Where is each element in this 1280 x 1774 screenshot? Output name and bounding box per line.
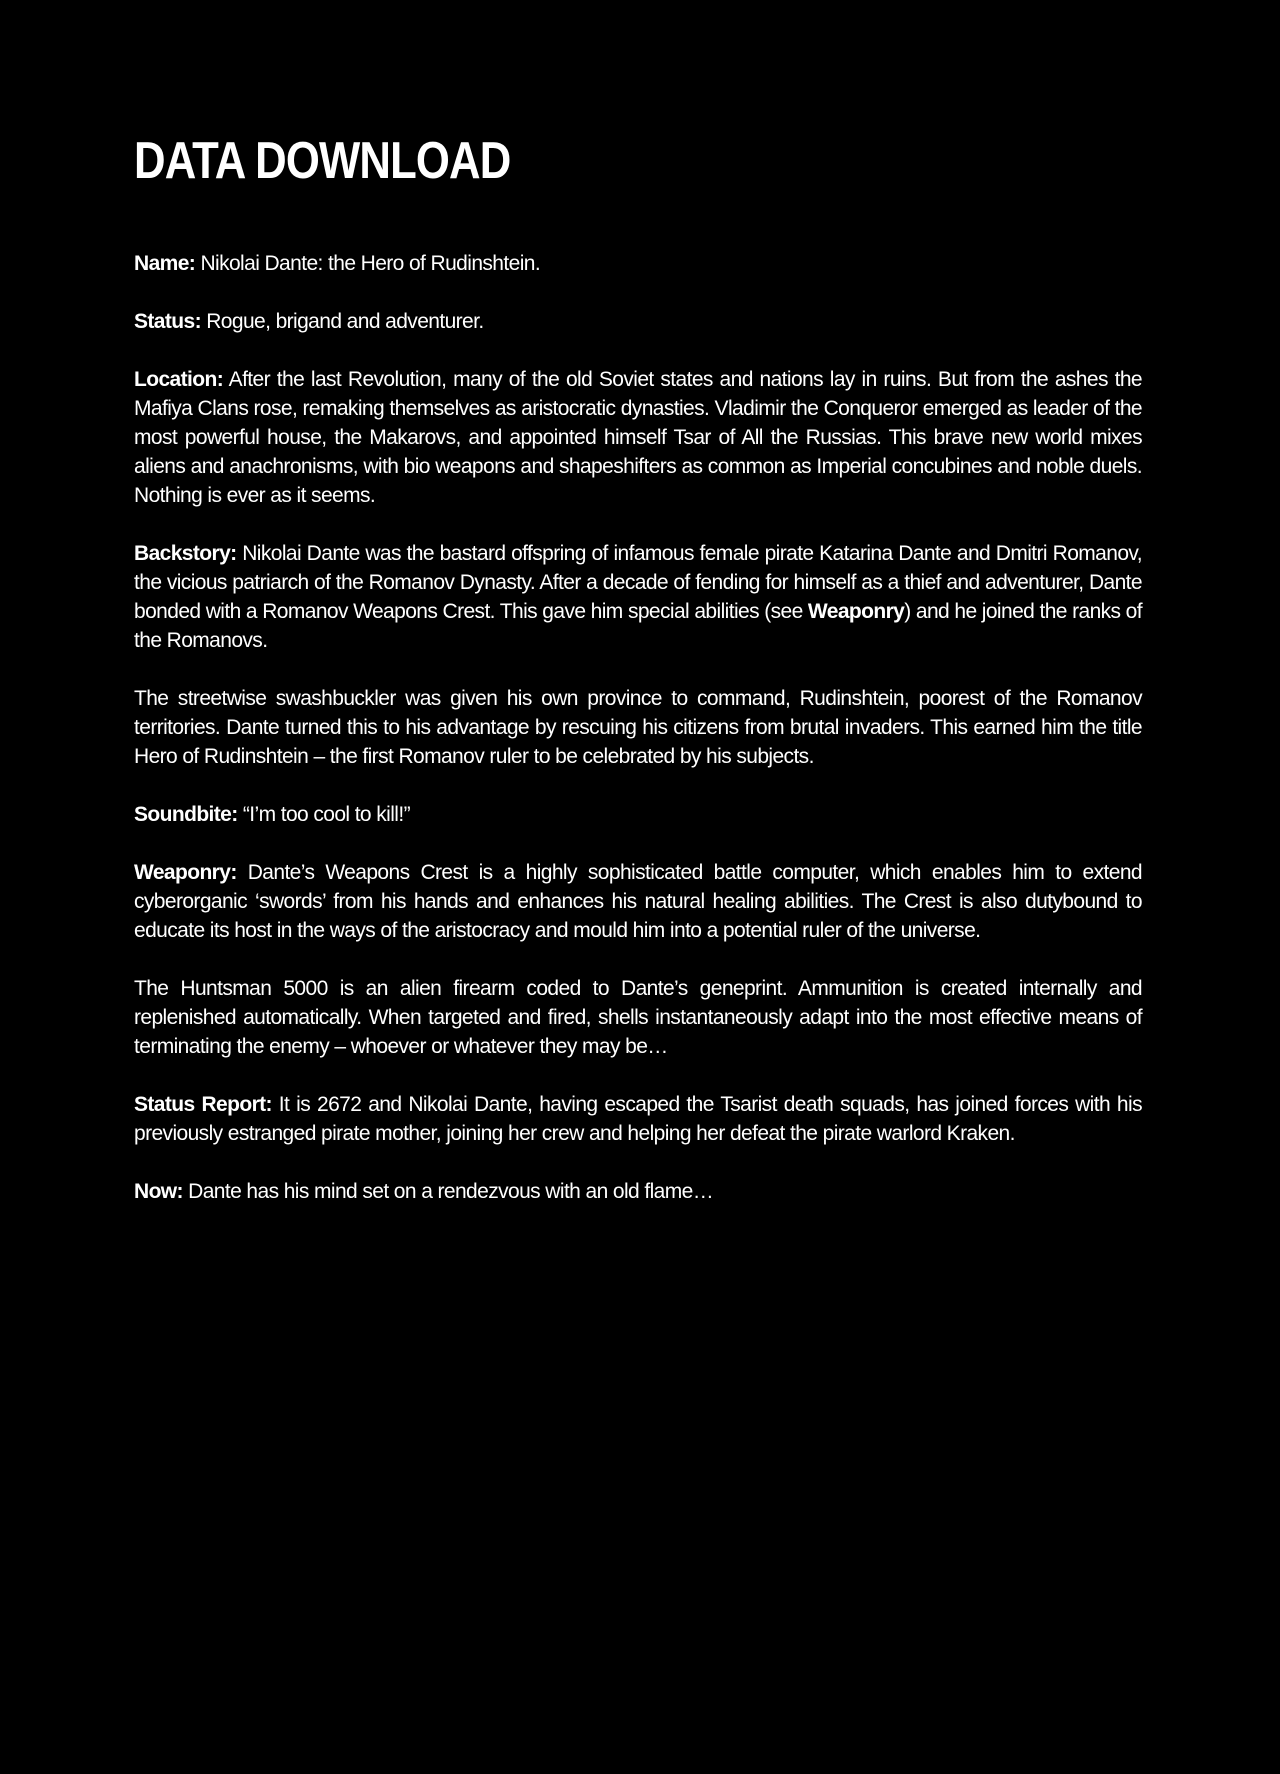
data-download-page — [134, 128, 1142, 1235]
backstory-label: Backstory: — [134, 542, 237, 565]
weaponry-text: Dante’s Weapons Crest is a highly sophisticated battle computer, which enables him to extend cyberorganic ‘swords’ from his hands and enhances his natural healing abilities. The Crest is also dutybound to educate its host in the ways of the aristocracy and mould him into a potential ruler of the universe. — [134, 861, 1142, 942]
location-label: Location: — [134, 368, 224, 391]
status-report-section — [134, 1090, 1142, 1148]
soundbite-text: “I’m too cool to kill!” — [237, 803, 410, 826]
now-section — [134, 1177, 1142, 1206]
now-text: Dante has his mind set on a rendezvous with an old flame… — [182, 1180, 714, 1203]
location-section — [134, 365, 1142, 510]
huntsman-text: The Huntsman 5000 is an alien firearm coded to Dante’s geneprint. Ammunition is created internally and replenished automatically. When targeted and fired, shells instantaneously adapt into the most effective means of terminating the enemy – whoever or whatever they may be… — [134, 977, 1142, 1058]
backstory-section — [134, 539, 1142, 655]
huntsman-section — [134, 974, 1142, 1061]
backstory-text-after: ) and he joined the ranks of the Romanovs. — [134, 600, 1142, 652]
status-text: Rogue, brigand and adventurer. — [200, 310, 484, 333]
name-section — [134, 249, 1142, 278]
streetwise-section — [134, 684, 1142, 771]
location-text: After the last Revolution, many of the old Soviet states and nations lay in ruins. But from the ashes the Mafiya Clans rose, remaking themselves as aristocratic dynasties. Vladimir the Conqueror emerged as leader of the most powerful house, the Makarovs, and appointed himself Tsar of All the Russias. This brave new world mixes aliens and anachronisms, with bio weapons and shapeshifters as common as Imperial concubines and noble duels. Nothing is ever as it seems. — [134, 368, 1142, 507]
weaponry-label: Weaponry: — [134, 861, 237, 884]
name-label: Name: — [134, 252, 196, 275]
page-title: DATA DOWNLOAD — [134, 132, 511, 190]
soundbite-section — [134, 800, 1142, 829]
streetwise-text: The streetwise swashbuckler was given his own province to command, Rudinshtein, poorest of the Romanov territories. Dante turned this to his advantage by rescuing his citizens from brutal invaders. This earned him the title Hero of Rudinshtein – the first Romanov ruler to be celebrated by his subjects. — [134, 687, 1142, 768]
backstory-text-before: Nikolai Dante was the bastard offspring of infamous female pirate Katarina Dante and Dmitri Romanov, the vicious patriarch of the Romanov Dynasty. After a decade of fending for himself as a thief and adventurer, Dante bonded with a Romanov Weapons Crest. This gave him special abilities (see — [134, 542, 1142, 623]
name-text: Nikolai Dante: the Hero of Rudinshtein. — [195, 252, 541, 275]
soundbite-label: Soundbite: — [134, 803, 238, 826]
status-label: Status: — [134, 310, 201, 333]
status-report-text: It is 2672 and Nikolai Dante, having escaped the Tsarist death squads, has joined forces with his previously estranged pirate mother, joining her crew and helping her defeat the pirate warlord Kraken. — [134, 1093, 1142, 1145]
status-section — [134, 307, 1142, 336]
weaponry-section — [134, 858, 1142, 945]
backstory-weaponry-ref: Weaponry — [807, 600, 905, 623]
status-report-label: Status Report: — [134, 1093, 272, 1116]
now-label: Now: — [134, 1180, 183, 1203]
